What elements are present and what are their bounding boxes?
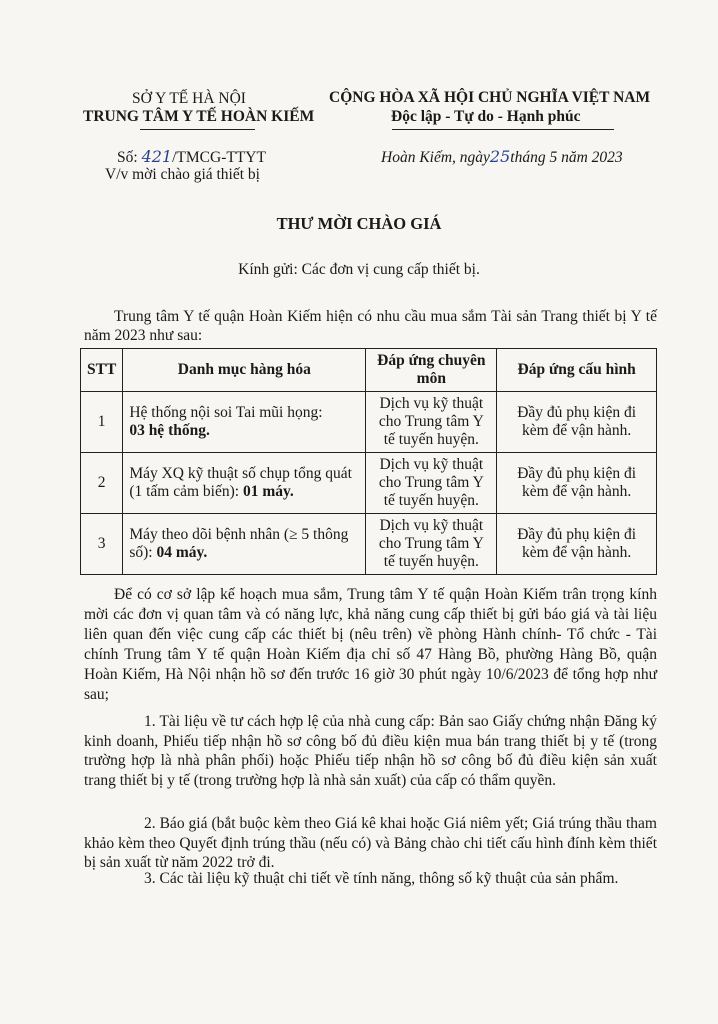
item-quantity: 04 máy. [156,544,208,561]
row-item [123,514,366,575]
row-expertise: Dịch vụ kỹ thuật cho Trung tâm Y tế tuyến huyện. [366,392,497,453]
national-motto: Độc lập - Tự do - Hạnh phúc [391,108,581,125]
document-subject: V/v mời chào giá thiết bị [105,166,260,183]
date-suffix: tháng 5 năm 2023 [510,149,623,166]
item-name: Máy XQ kỹ thuật số chụp tổng quát (1 tấm cảm biến): [129,465,352,500]
row-config: Đầy đủ phụ kiện đi kèm để vận hành. [497,392,657,453]
number-prefix: Số: [117,149,138,166]
center-underline [140,129,255,130]
intro-paragraph: Trung tâm Y tế quận Hoàn Kiếm hiện có nhu cầu mua sắm Tài sản Trang thiết bị Y tế năm 2023 như sau: [84,308,657,344]
table-row [81,392,657,453]
table-row [81,453,657,514]
table-row [81,514,657,575]
header-expertise: Đáp ứng chuyên môn [366,349,497,392]
document-title: THƯ MỜI CHÀO GIÁ [276,214,442,233]
row-expertise: Dịch vụ kỹ thuật cho Trung tâm Y tế tuyến huyện. [366,514,497,575]
document-date [381,147,623,167]
row-stt: 2 [81,453,123,514]
item-quantity: 03 hệ thống. [129,422,210,439]
recipient-line: Kính gửi: Các đơn vị cung cấp thiết bị. [238,261,480,278]
header-config: Đáp ứng cấu hình [497,349,657,392]
date-day-handwritten: 25 [489,147,511,166]
item-name: Hệ thống nội soi Tai mũi họng: [129,404,323,421]
row-item [123,453,366,514]
number-suffix: /TMCG-TTYT [172,149,266,166]
paragraph-item-1: 1. Tài liệu về tư cách hợp lệ của nhà cung cấp: Bản sao Giấy chứng nhận Đăng ký kinh doanh, Phiếu tiếp nhận hồ sơ công bố đủ điều kiện mua bán trang thiết bị y tế (trong trường hợp là nhà phân phối) hoặc Phiếu tiếp nhận hồ sơ công bố đủ điều kiện sản xuất trang thiết bị y tế (trong trường hợp là nhà sản xuất) của cấp có thẩm quyền. [84,713,657,789]
center-name: TRUNG TÂM Y TẾ HOÀN KIẾM [83,108,315,125]
item-quantity: 01 máy. [242,483,294,500]
table-header-row [81,349,657,392]
ministry-name: SỞ Y TẾ HÀ NỘI [132,90,246,107]
row-config: Đầy đủ phụ kiện đi kèm để vận hành. [497,514,657,575]
row-stt: 1 [81,392,123,453]
motto-underline [392,129,614,130]
item-name: Máy theo dõi bệnh nhân (≥ 5 thông số): [129,526,349,561]
country-name: CỘNG HÒA XÃ HỘI CHỦ NGHĨA VIỆT NAM [329,89,651,106]
row-stt: 3 [81,514,123,575]
paragraph-request: Để có cơ sở lập kế hoạch mua sắm, Trung tâm Y tế quận Hoàn Kiếm trân trọng kính mời các đơn vị quan tâm và có năng lực, khả năng cung cấp thiết bị gửi báo giá và tài liệu liên quan đến việc cung cấp các thiết bị (nêu trên) về phòng Hành chính- Tổ chức - Tài chính Trung tâm Y tế quận Hoàn Kiếm địa chỉ số 47 Hàng Bồ, phường Hàng Bồ, quận Hoàn Kiếm, Hà Nội nhận hồ sơ đến trước 16 giờ 30 phút ngày 10/6/2023 để tổng hợp như sau; [84,586,657,703]
row-item [123,392,366,453]
header-stt: STT [81,349,123,392]
number-handwritten: 421 [141,147,173,166]
row-config: Đầy đủ phụ kiện đi kèm để vận hành. [497,453,657,514]
items-table [80,348,657,575]
row-expertise: Dịch vụ kỹ thuật cho Trung tâm Y tế tuyến huyện. [366,453,497,514]
header-item: Danh mục hàng hóa [123,349,366,392]
date-prefix: Hoàn Kiếm, ngày [381,149,490,166]
document-number [117,147,266,167]
paragraph-item-3: 3. Các tài liệu kỹ thuật chi tiết về tính năng, thông số kỹ thuật của sản phẩm. [144,870,619,887]
paragraph-item-2: 2. Báo giá (bắt buộc kèm theo Giá kê khai hoặc Giá niêm yết; Giá trúng thầu tham khảo kèm theo Quyết định trúng thầu (nếu có) và Bảng chào chi tiết cấu hình đính kèm thiết bị sản xuất từ năm 2022 trở đi. [84,815,657,871]
